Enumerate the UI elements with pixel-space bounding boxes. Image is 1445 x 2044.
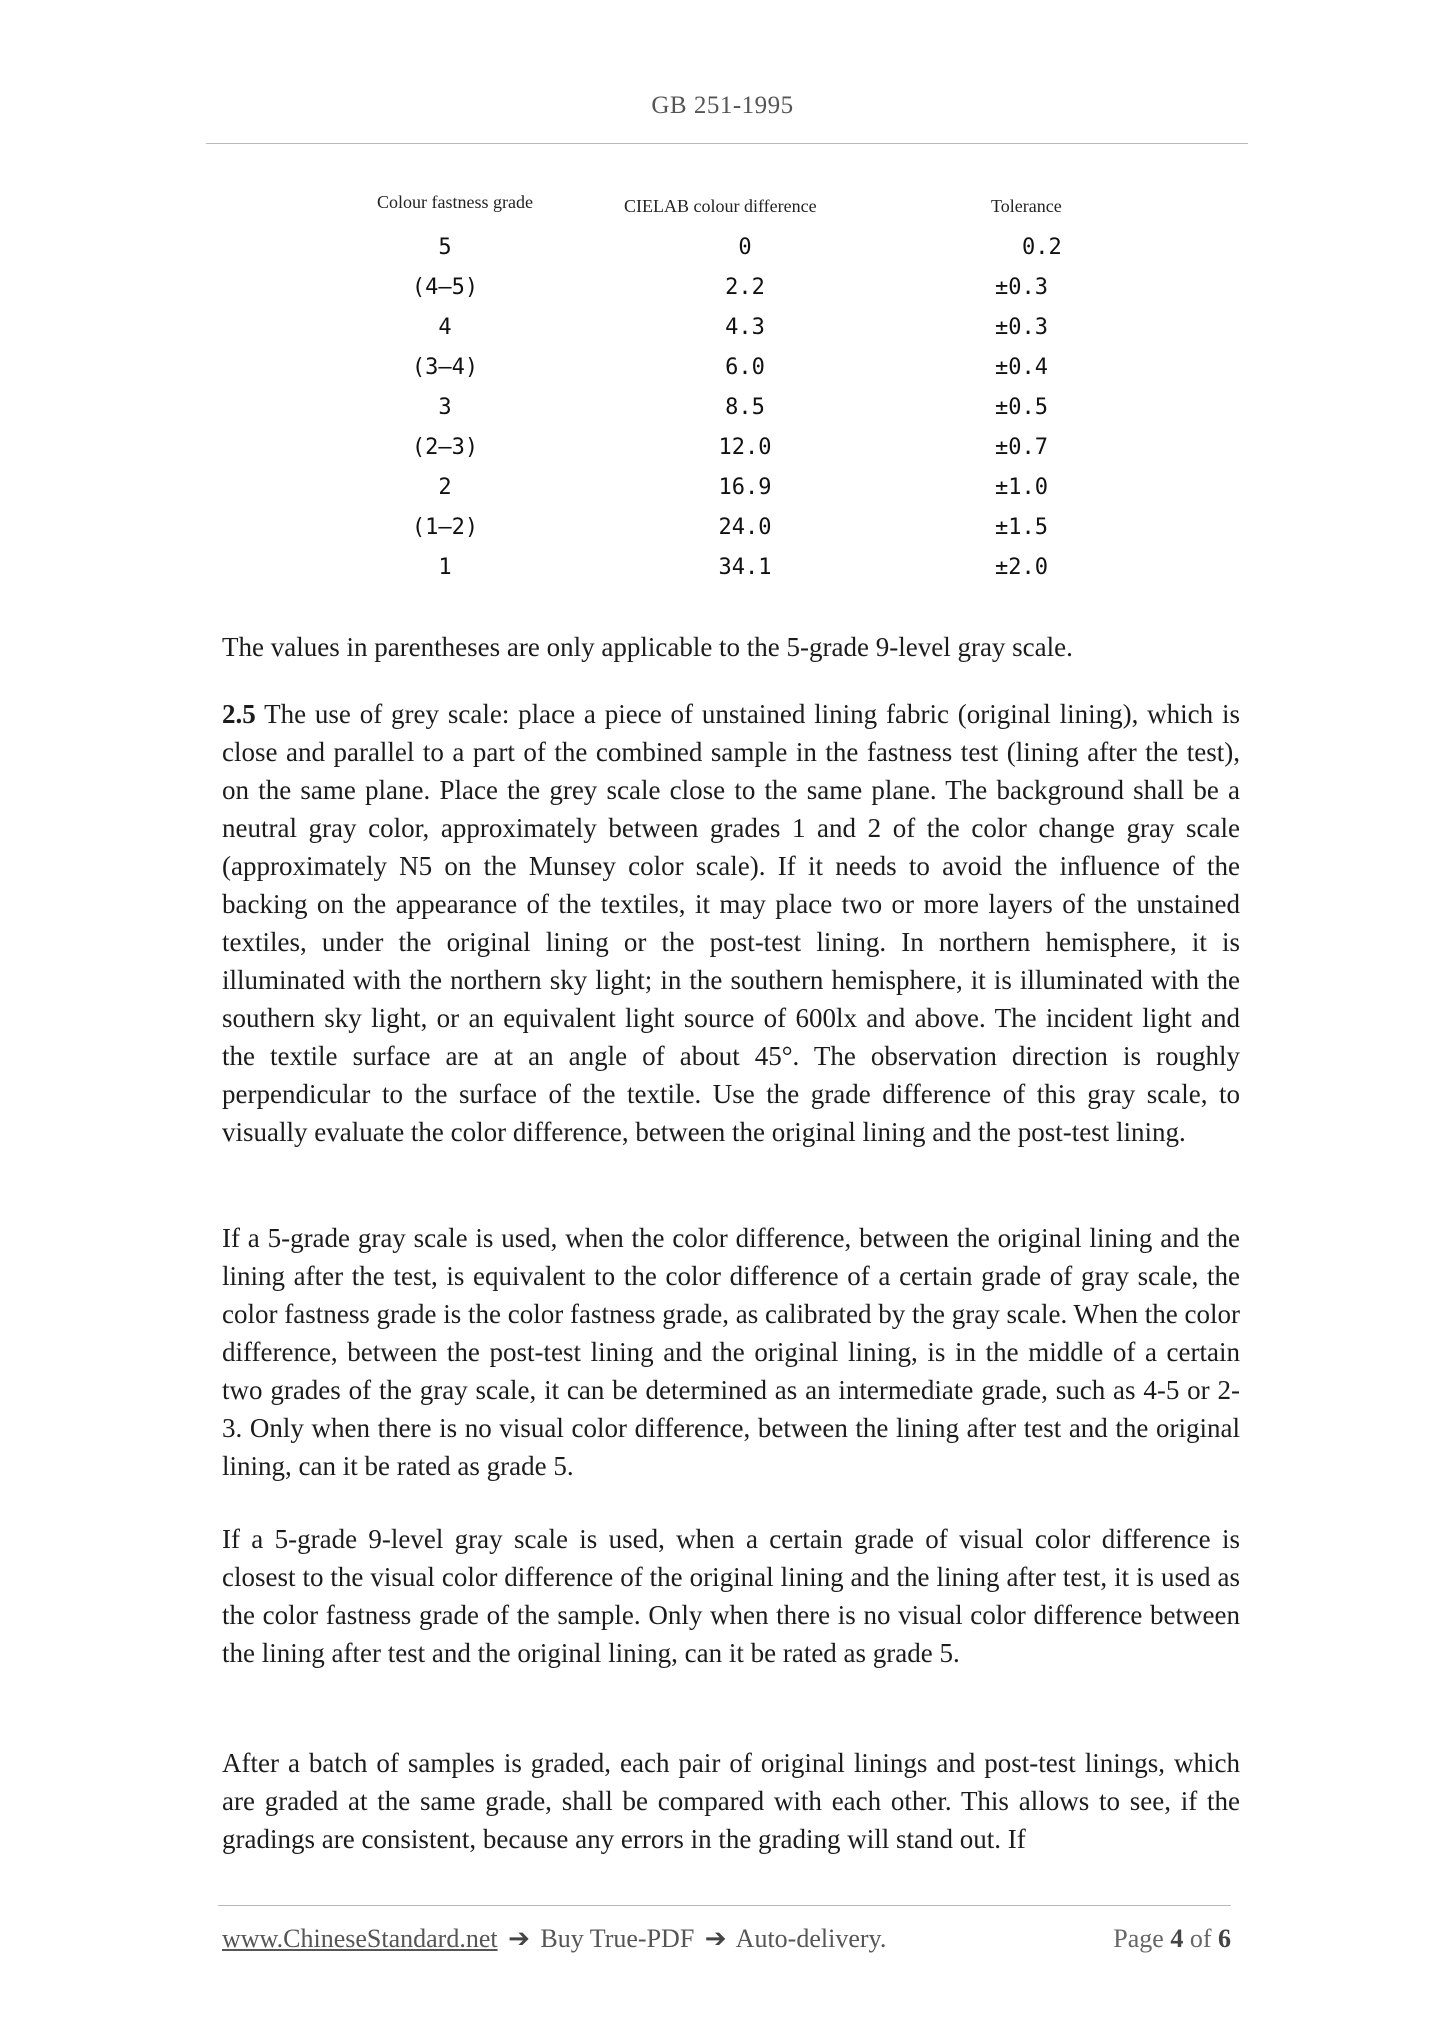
section-2-5-paragraph	[222, 695, 1240, 1151]
table-cell-tolerance: ±1.5	[995, 515, 1048, 540]
section-text: The use of grey scale: place a piece of unstained lining fabric (original lining), which is close and parallel to a part of the combined sample in the fastness test (lining after the test), on the same plane. Place the grey scale close to the same plane. The background shall be a neutral gray color, approximately between grades 1 and 2 of the color change gray scale (approximately N5 on the Munsey color scale). If it needs to avoid the influence of the backing on the appearance of the textiles, it may place two or more layers of the unstained textiles, under the original lining or the post-test lining. In northern hemisphere, it is illuminated with the northern sky light; in the southern hemisphere, it is illuminated with the southern sky light, or an equivalent light source of 600lx and above. The incident light and the textile surface are at an angle of about 45°. The observation direction is roughly perpendicular to the surface of the textile. Use the grade difference of this gray scale, to visually evaluate the color difference, between the original lining and the post-test lining.	[222, 699, 1240, 1147]
table-cell-grade: 1	[438, 555, 452, 580]
table-cell-cielab: 4.3	[725, 315, 765, 340]
table-cell-tolerance: ±0.5	[995, 395, 1048, 420]
of-label: of	[1189, 1924, 1212, 1953]
footer-step-delivery: Auto-delivery.	[735, 1924, 887, 1953]
table-cell-grade: (1—2)	[411, 515, 479, 540]
table-cell-tolerance: ±1.0	[995, 475, 1048, 500]
section-number: 2.5	[222, 699, 256, 729]
table-cell-tolerance: 0.2	[1022, 235, 1062, 260]
table-cell-tolerance: ±0.3	[995, 275, 1048, 300]
table-cell-cielab: 34.1	[718, 555, 772, 580]
table-cell-grade: (3—4)	[411, 355, 479, 380]
table-cell-grade: (2—3)	[411, 435, 479, 460]
table-cell-cielab: 6.0	[725, 355, 765, 380]
table-cell-cielab: 16.9	[718, 475, 772, 500]
page-number: 4	[1170, 1924, 1184, 1953]
table-cell-cielab: 2.2	[725, 275, 765, 300]
page-label: Page	[1113, 1924, 1164, 1953]
table-cell-cielab: 24.0	[718, 515, 772, 540]
right-arrow-icon: ➔	[508, 1924, 530, 1953]
total-pages: 6	[1218, 1924, 1231, 1953]
document-header-title: GB 251-1995	[651, 92, 794, 119]
footer-divider	[218, 1905, 1231, 1906]
table-header-grade: Colour fastness grade	[377, 192, 533, 212]
page-indicator	[1113, 1924, 1231, 1954]
website-link[interactable]: www.ChineseStandard.net	[222, 1924, 498, 1953]
right-arrow-icon: ➔	[704, 1924, 727, 1953]
table-cell-grade: 5	[438, 235, 452, 260]
nine-level-paragraph: If a 5-grade 9-level gray scale is used, when a certain grade of visual color difference is closest to the visual color difference of the original lining and the lining after test, it is used as the color fastness grade of the sample. Only when there is no visual color difference between the lining after test and the original lining, can it be rated as grade 5.	[222, 1524, 1240, 1668]
table-cell-cielab: 8.5	[725, 395, 765, 420]
table-header-cielab: CIELAB colour difference	[624, 196, 817, 216]
table-cell-grade: 3	[438, 395, 452, 420]
note-paragraph: The values in parentheses are only applicable to the 5-grade 9-level gray scale.	[222, 632, 1073, 662]
table-cell-tolerance: ±0.3	[995, 315, 1048, 340]
table-cell-grade: 2	[438, 475, 452, 500]
table-cell-tolerance: ±0.4	[995, 355, 1048, 380]
footer-promo	[222, 1924, 886, 1954]
table-cell-tolerance: ±2.0	[995, 555, 1048, 580]
table-header-tolerance: Tolerance	[991, 196, 1062, 216]
footer-step-buy: Buy True-PDF	[540, 1924, 695, 1953]
table-cell-cielab: 12.0	[718, 435, 772, 460]
five-grade-paragraph: If a 5-grade gray scale is used, when the color difference, between the original lining and the lining after the test, is equivalent to the color difference of a certain grade of gray scale, the color fastness grade is the color fastness grade, as calibrated by the gray scale. When the color difference, between the post-test lining and the original lining, is in the middle of a certain two grades of the gray scale, it can be determined as an intermediate grade, such as 4-5 or 2-3. Only when there is no visual color difference, between the lining after test and the original lining, can it be rated as grade 5.	[222, 1223, 1240, 1481]
header-divider	[206, 143, 1248, 144]
table-cell-grade: (4—5)	[411, 275, 479, 300]
table-cell-grade: 4	[438, 315, 452, 340]
table-cell-tolerance: ±0.7	[995, 435, 1048, 460]
batch-paragraph: After a batch of samples is graded, each pair of original linings and post-test linings, which are graded at the same grade, shall be compared with each other. This allows to see, if the gradings are consistent, because any errors in the grading will stand out. If	[222, 1748, 1240, 1854]
table-cell-cielab: 0	[738, 235, 752, 260]
